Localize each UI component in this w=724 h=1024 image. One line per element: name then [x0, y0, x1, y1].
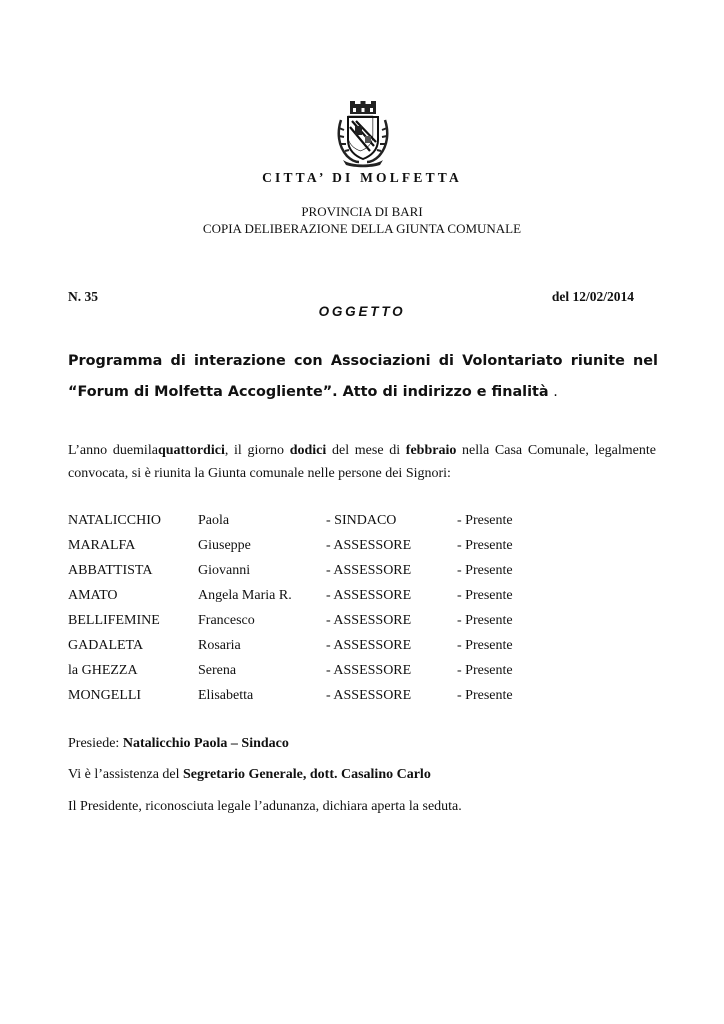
member-row [68, 688, 668, 713]
assistance-value: Segretario Generale, dott. Casalino Carlo [183, 767, 431, 782]
member-name: Giovanni [198, 563, 251, 578]
member-role: - ASSESSORE [326, 538, 412, 553]
intro-day: dodici [289, 443, 327, 458]
member-status: - Presente [457, 513, 513, 528]
intro-year: quattordici [157, 443, 225, 458]
member-status: - Presente [457, 638, 513, 653]
member-name: Giuseppe [198, 538, 251, 553]
member-row [68, 563, 668, 588]
member-role: - ASSESSORE [326, 613, 412, 628]
member-surname: MARALFA [68, 538, 136, 553]
closing-line: Il Presidente, riconosciuta legale l’adunanza, dichiara aperta la seduta. [68, 799, 462, 814]
intro-text-3: del mese di [326, 443, 406, 458]
city-coat-of-arms-icon [333, 100, 393, 168]
member-role: - ASSESSORE [326, 663, 412, 678]
member-surname: GADALETA [68, 638, 144, 653]
member-status: - Presente [457, 588, 513, 603]
member-surname: ABBATTISTA [68, 563, 153, 578]
member-status: - Presente [457, 538, 513, 553]
intro-month: febbraio [405, 443, 457, 458]
city-name: CITTA’ DI MOLFETTA [262, 170, 462, 185]
document-type: COPIA DELIBERAZIONE DELLA GIUNTA COMUNALE [202, 221, 522, 236]
member-status: - Presente [457, 613, 513, 628]
presiding-label: Presiede: [68, 736, 123, 751]
member-role: - SINDACO [326, 513, 397, 528]
deliberation-date: del 12/02/2014 [551, 289, 634, 304]
member-status: - Presente [457, 688, 513, 703]
assistance-label: Vi è l’assistenza del [68, 767, 184, 782]
member-surname: MONGELLI [68, 688, 142, 703]
member-name: Francesco [198, 613, 255, 628]
member-row [68, 588, 668, 613]
member-row [68, 663, 668, 688]
member-name: Paola [198, 513, 230, 528]
member-row [68, 638, 668, 663]
member-name: Angela Maria R. [198, 588, 292, 603]
member-row [68, 538, 668, 563]
subject-title [68, 346, 658, 408]
member-role: - ASSESSORE [326, 563, 412, 578]
member-name: Serena [198, 663, 237, 678]
member-role: - ASSESSORE [326, 588, 412, 603]
subject-title-end: . [548, 384, 558, 400]
member-surname: BELLIFEMINE [68, 613, 160, 628]
member-surname: AMATO [68, 588, 118, 603]
presiding-value: Natalicchio Paola – Sindaco [122, 736, 289, 751]
presiding-line [68, 736, 289, 752]
member-role: - ASSESSORE [326, 688, 412, 703]
member-row [68, 613, 668, 638]
member-surname: NATALICCHIO [68, 513, 161, 528]
member-status: - Presente [457, 663, 513, 678]
member-name: Rosaria [198, 638, 241, 653]
subject-heading: OGGETTO [318, 304, 406, 319]
province-name: PROVINCIA DI BARI [301, 204, 423, 219]
intro-text-4: nella Casa Comunale, legalmente convocata, si è riunita la Giunta comunale nelle persone dei Signori: [68, 443, 656, 481]
intro-text-1: L’anno duemila [68, 443, 158, 458]
subject-title-text: Programma di interazione con Associazioni di Volontariato riunite nel “Forum di Molfetta Accogliente”. Atto di indirizzo e finalità [68, 353, 658, 400]
member-status: - Presente [457, 563, 513, 578]
assistance-line [68, 767, 431, 783]
member-role: - ASSESSORE [326, 638, 412, 653]
member-row [68, 513, 668, 538]
member-name: Elisabetta [198, 688, 254, 703]
deliberation-number: N. 35 [68, 289, 98, 304]
members-list [68, 513, 668, 713]
intro-paragraph [68, 439, 656, 485]
intro-text-2: , il giorno [224, 443, 290, 458]
member-surname: la GHEZZA [68, 663, 138, 678]
